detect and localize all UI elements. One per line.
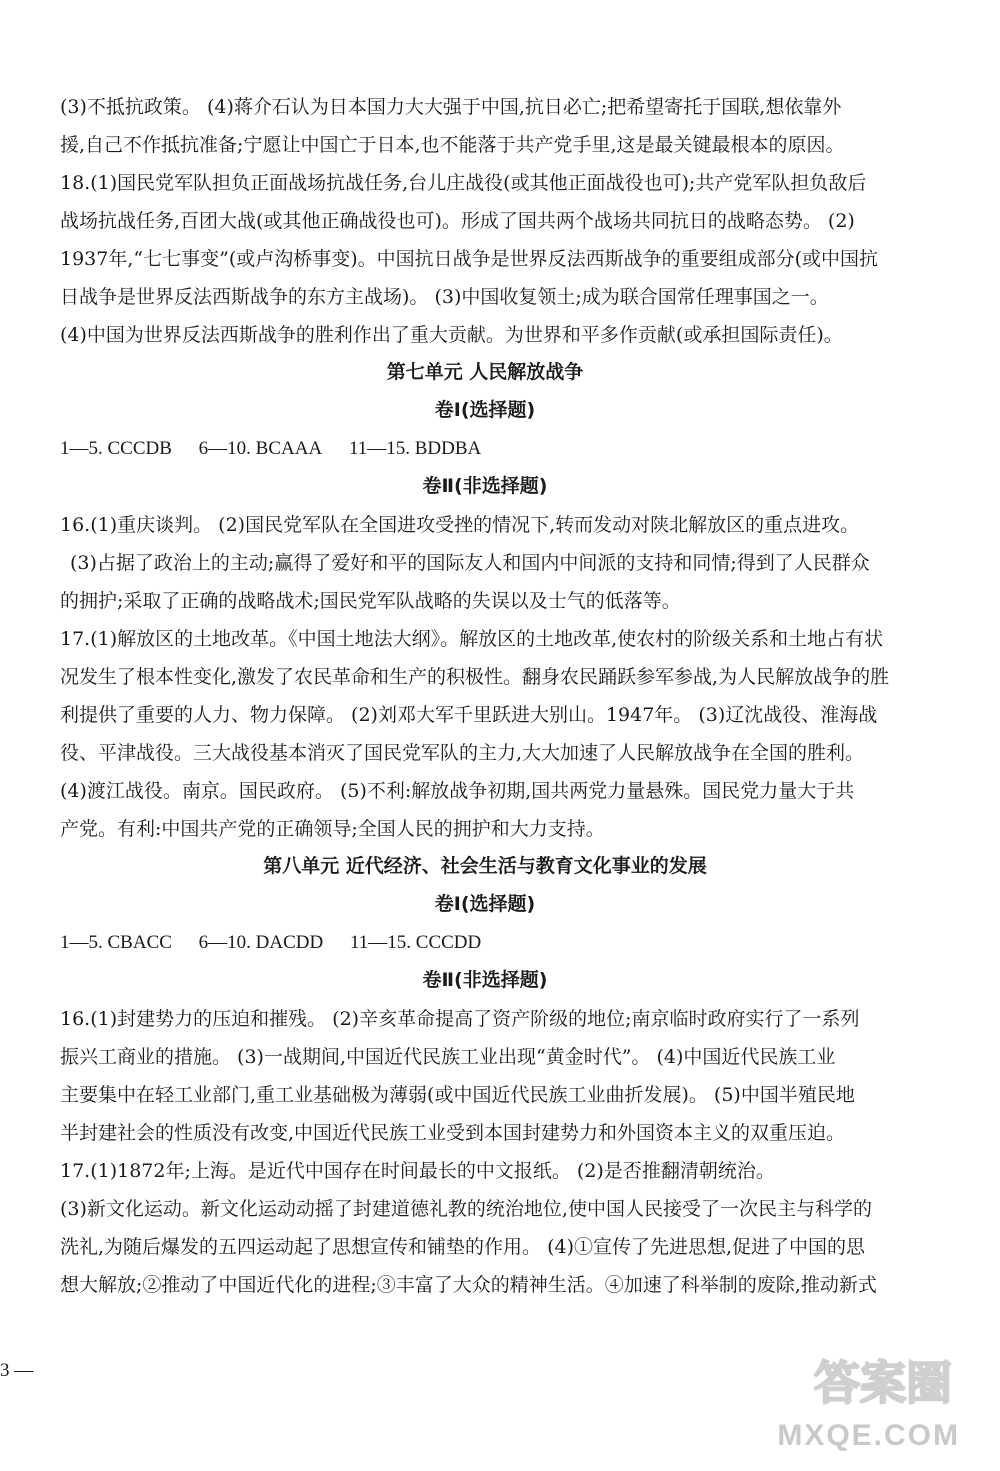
- text-line: (3)不抵抗政策。 (4)蒋介石认为日本国力大大强于中国,抗日必亡;把希望寄托于国联,想依靠外: [60, 96, 842, 118]
- unit7-choice-answers: [60, 430, 910, 468]
- text-line: 的拥护;采取了正确的战略战术;国民党军队战略的失误以及士气的低落等。: [60, 590, 681, 612]
- answer-group: 6—10. DACDD: [198, 932, 324, 953]
- text-line: (4)渡江战役。南京。国民政府。 (5)不利:解放战争初期,国共两党力量悬殊。国民党力量大于共: [60, 780, 855, 802]
- text-line: 16.(1)封建势力的压迫和摧残。 (2)辛亥革命提高了资产阶级的地位;南京临时政府实行了一系列: [60, 1008, 860, 1030]
- watermark: [777, 1353, 982, 1463]
- text-line: 想大解放;②推动了中国近代化的进程;③丰富了大众的精神生活。④加速了科举制的废除,推动新式: [60, 1274, 877, 1296]
- answer-group: 1—5. CCCDB: [60, 438, 172, 459]
- page-number: 3 —: [0, 1360, 34, 1381]
- text-line: 1937年,“七七事变”(或卢沟桥事变)。中国抗日战争是世界反法西斯战争的重要组成部分(或中国抗: [60, 248, 879, 270]
- answer-group: 1—5. CBACC: [60, 932, 172, 953]
- unit8-title: 第八单元 近代经济、社会生活与教育文化事业的发展: [263, 855, 707, 877]
- text-line: 况发生了根本性变化,激发了农民革命和生产的积极性。翻身农民踊跃参军参战,为人民解放战争的胜: [60, 666, 890, 688]
- text-line: 振兴工商业的措施。 (3)一战期间,中国近代民族工业出现“黄金时代”。 (4)中国近代民族工业: [60, 1046, 836, 1068]
- text-line: 战场抗战任务,百团大战(或其他正确战役也可)。形成了国共两个战场共同抗日的战略态势。 (2): [60, 210, 855, 232]
- text-line: 日战争是世界反法西斯战争的东方主战场)。 (3)中国收复领土;成为联合国常任理事国之一。: [60, 286, 829, 308]
- answer-page: [60, 88, 910, 1304]
- text-line: 洗礼,为随后爆发的五四运动起了思想宣传和铺垫的作用。 (4)①宣传了先进思想,促进了中国的思: [60, 1236, 866, 1258]
- text-line: (4)中国为世界反法西斯战争的胜利作出了重大贡献。为世界和平多作贡献(或承担国际责任)。: [60, 324, 843, 346]
- text-line: 产党。有利:中国共产党的正确领导;全国人民的拥护和大力支持。: [60, 818, 605, 840]
- unit8-choice-answers: [60, 924, 910, 962]
- text-line: 主要集中在轻工业部门,重工业基础极为薄弱(或中国近代民族工业曲折发展)。 (5)中国半殖民地: [60, 1084, 855, 1106]
- text-line: 半封建社会的性质没有改变,中国近代民族工业受到本国封建势力和外国资本主义的双重压迫。: [60, 1122, 846, 1144]
- text-line: 18.(1)国民党军队担负正面战场抗战任务,台儿庄战役(或其他正面战役也可);共产党军队担负敌后: [60, 172, 867, 194]
- text-line: (3)占据了政治上的主动;赢得了爱好和平的国际友人和国内中间派的支持和同情;得到了人民群众: [70, 552, 870, 574]
- unit8-vol2-heading: 卷Ⅱ(非选择题): [422, 969, 548, 991]
- text-line: 援,自己不作抵抗准备;宁愿让中国亡于日本,也不能落于共产党手里,这是最关键最根本的原因。: [60, 134, 845, 156]
- unit7-title: 第七单元 人民解放战争: [386, 361, 584, 383]
- watermark-url: MXQE.COM: [777, 1419, 960, 1452]
- text-line: 17.(1)1872年;上海。是近代中国存在时间最长的中文报纸。 (2)是否推翻清朝统治。: [60, 1160, 775, 1182]
- unit7-vol1-heading: 卷Ⅰ(选择题): [434, 399, 536, 421]
- text-line: (3)新文化运动。新文化运动动摇了封建道德礼教的统治地位,使中国人民接受了一次民主与科学的: [60, 1198, 872, 1220]
- text-line: 17.(1)解放区的土地改革。《中国土地法大纲》。解放区的土地改革,使农村的阶级关系和土地占有状: [60, 628, 884, 650]
- text-line: 役、平津战役。三大战役基本消灭了国民党军队的主力,大大加速了人民解放战争在全国的胜利。: [60, 742, 865, 764]
- answer-group: 11—15. CCCDD: [349, 932, 482, 953]
- unit7-vol2-heading: 卷Ⅱ(非选择题): [422, 475, 548, 497]
- watermark-logo: 答案圈: [814, 1356, 952, 1410]
- answer-group: 6—10. BCAAA: [198, 438, 323, 459]
- answer-group: 11—15. BDDBA: [348, 438, 482, 459]
- text-line: 16.(1)重庆谈判。 (2)国民党军队在全国进攻受挫的情况下,转而发动对陕北解放区的重点进攻。: [60, 514, 860, 536]
- unit8-vol1-heading: 卷Ⅰ(选择题): [434, 893, 536, 915]
- text-line: 利提供了重要的人力、物力保障。 (2)刘邓大军千里跃进大别山。1947年。 (3)辽沈战役、淮海战: [60, 704, 878, 726]
